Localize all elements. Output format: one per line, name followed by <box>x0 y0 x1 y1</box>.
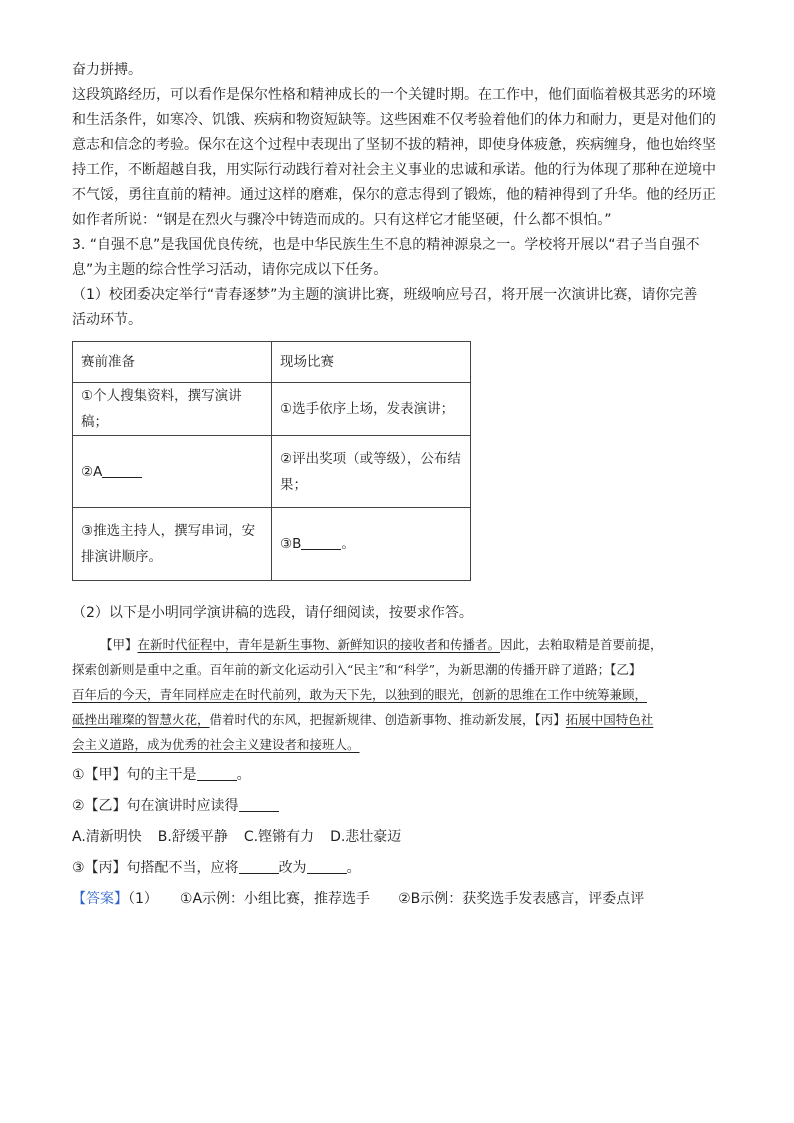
passage-text: 借着时代的东风，把握新规律、创造新事物、推动新发展， <box>209 712 535 727</box>
table-row <box>73 436 471 508</box>
speech-passage <box>44 632 732 757</box>
question-stem-line: 3. “自强不息”是我国优良传统，也是中华民族生生不息的精神源泉之一。学校将开展以“君子当自强不 <box>72 237 700 253</box>
sub-question-text: ①【甲】句的主干是 <box>72 767 197 783</box>
text-line: 如作者所说：“钢是在烈火与骤冷中铸造而成的。只有这样它才能坚硬，什么都不惧怕。” <box>72 212 612 228</box>
answer-blank-b[interactable] <box>301 535 341 550</box>
answer-item-num: ① <box>179 891 193 907</box>
option-c: C.铿锵有力 <box>243 829 315 845</box>
question-stem-line: 息”为主题的综合性学习活动，请你完成以下任务。 <box>72 262 388 278</box>
tag-yi: 【乙】 <box>610 662 642 677</box>
sentence-yi: 百年后的今天，青年同样应走在时代前列，敢为天下先，以独到的眼光，创新的思维在工作中统筹兼顾， <box>72 687 648 702</box>
answer-blank[interactable] <box>197 766 237 781</box>
text-line: 意志和信念的考验。保尔在这个过程中表现出了坚韧不拔的精神，即使身体疲惫，疾病缠身，他也始终坚 <box>72 137 716 153</box>
cell-text: 果； <box>280 476 307 493</box>
intro-paragraph <box>72 58 732 233</box>
table-cell <box>272 508 471 581</box>
passage-text: 探索创新则是重中之重。百年前的新文化运动引入“民主”和“科学”，为新思潮的传播开辟了道路； <box>72 662 611 677</box>
option-d: D.悲壮豪迈 <box>330 829 402 845</box>
sentence-bing: 会主义道路，成为优秀的社会主义建设者和接班人。 <box>72 737 360 752</box>
text-line: 这段筑路经历，可以看作是保尔性格和精神成长的一个关键时期。在工作中，他们面临着极其恶劣的环境 <box>72 87 716 103</box>
cell-text: ①选手依序上场，发表演讲； <box>280 401 455 417</box>
cell-text: ③推选主持人，撰写串词，安 <box>81 523 256 539</box>
cell-text: 排演讲顺序。 <box>81 549 162 565</box>
part2-intro: （2）以下是小明同学演讲稿的选段，请仔细阅读，按要求作答。 <box>72 605 473 621</box>
table-row <box>73 383 471 436</box>
cell-text: ②A <box>81 463 103 480</box>
answer-item-text: B示例：获奖选手发表感言，评委点评 <box>410 891 645 907</box>
answer-item-text: A示例：小组比赛，推荐选手 <box>192 891 371 907</box>
answer-tag: 【答案】 <box>72 891 128 907</box>
options-line <box>72 825 732 850</box>
answer-part: （1） <box>128 891 158 907</box>
tag-jia: 【甲】 <box>100 637 138 652</box>
table-header-cell: 现场比赛 <box>272 342 471 383</box>
text-line: 奋力拼搏。 <box>72 62 142 78</box>
option-b: B.舒缓平静 <box>157 829 228 845</box>
sub-question-text: 。 <box>236 767 251 783</box>
text-line: 和生活条件，如寒冷、饥饿、疾病和物资短缺等。这些困难不仅考验着他们的体力和耐力，更是对他们的 <box>72 112 716 128</box>
answer-blank[interactable] <box>239 859 279 874</box>
activity-table <box>72 341 471 581</box>
text-line: 不气馁，勇往直前的精神。通过这样的磨难，保尔的意志得到了锻炼，他的精神得到了升华。他的经历正 <box>72 187 716 203</box>
answer-line <box>72 887 732 912</box>
sub-question-2 <box>72 794 732 819</box>
cell-text: ①个人搜集资料，撰写演讲稿； <box>81 388 242 430</box>
sentence-yi: 砥挫出璀璨的智慧火花， <box>72 712 210 727</box>
cell-text: 。 <box>341 536 355 552</box>
table-cell <box>73 508 272 581</box>
part1-line: 活动环节。 <box>72 312 142 328</box>
text-line: 持工作，不断超越自我，用实际行动践行着对社会主义事业的忠诚和承诺。他的行为体现了那种在逆境中 <box>72 162 716 178</box>
sub-question-text: 。 <box>346 860 361 876</box>
sub-question-text: ②【乙】句在演讲时应读得 <box>72 798 239 814</box>
question-3 <box>72 233 732 912</box>
answer-blank[interactable] <box>239 797 279 812</box>
sub-question-3 <box>72 856 732 881</box>
table-header-row <box>73 342 471 383</box>
answer-item-num: ② <box>398 891 411 907</box>
table-cell <box>73 383 272 436</box>
sub-question-text: ③【丙】句搭配不当，应将 <box>72 860 239 876</box>
cell-text: ②评出奖项（或等级），公布结 <box>280 450 461 467</box>
tag-bing: 【丙】 <box>534 712 566 727</box>
passage-text: 因此，去粕取精是首要前提， <box>500 637 663 652</box>
sub-question-1 <box>72 763 732 788</box>
answer-blank[interactable] <box>307 859 347 874</box>
sub-question-text: 改为 <box>278 860 307 876</box>
option-a: A.清新明快 <box>72 829 142 845</box>
document-page <box>72 58 732 912</box>
table-row <box>73 508 471 581</box>
answer-blank-a[interactable] <box>102 463 142 478</box>
table-header-cell: 赛前准备 <box>73 342 272 383</box>
sentence-bing: 拓展中国特色社 <box>565 712 654 727</box>
sentence-jia: 在新时代征程中，青年是新生事物、新鲜知识的接收者和传播者。 <box>137 637 501 652</box>
cell-text: ③B <box>280 536 302 552</box>
table-cell <box>272 436 471 508</box>
table-cell <box>73 436 272 508</box>
part1-line: （1）校团委决定举行“青春逐梦”为主题的演讲比赛，班级响应号召，将开展一次演讲比赛，请你完善 <box>72 287 698 303</box>
table-cell <box>272 383 471 436</box>
